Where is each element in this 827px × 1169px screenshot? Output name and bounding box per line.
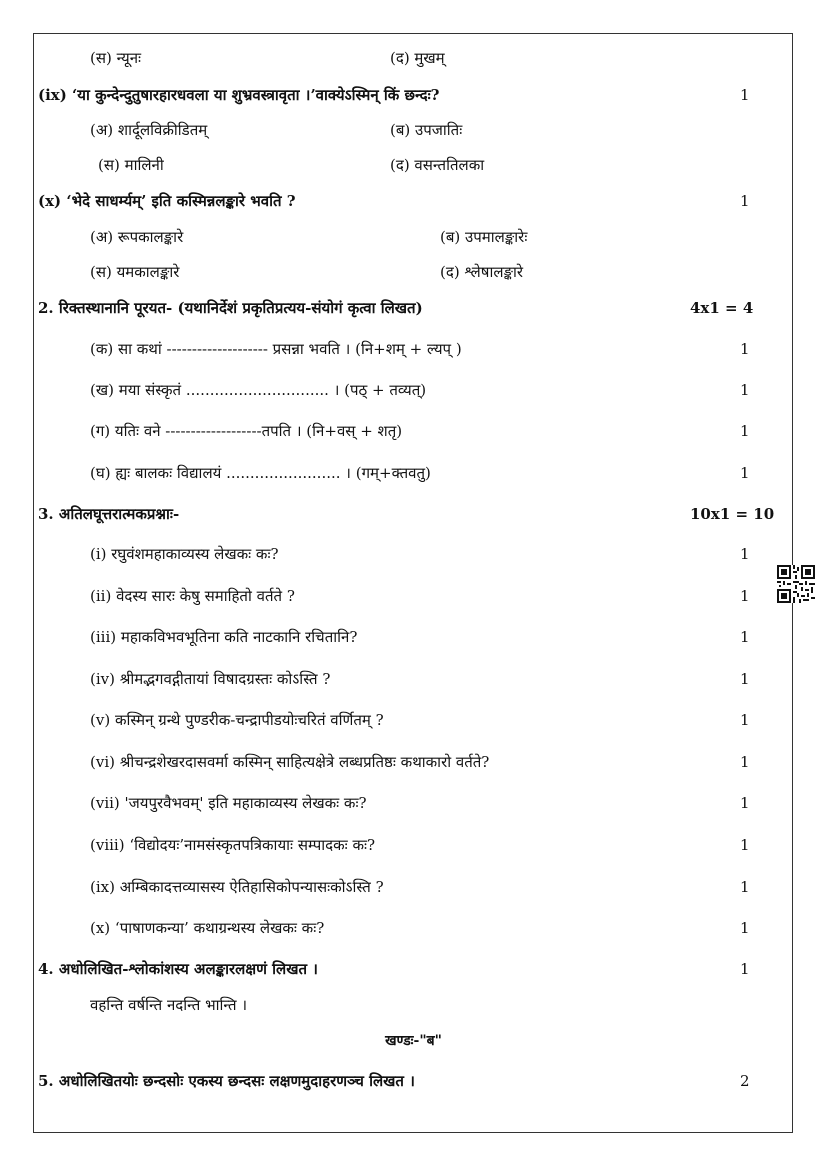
q3-marks: 10x1 = 10 xyxy=(690,505,775,523)
q3-item-marks: 1 xyxy=(740,711,750,729)
q3-item-marks: 1 xyxy=(740,587,750,605)
q3-item-marks: 1 xyxy=(740,919,750,937)
q1-ix-prev-option-d: (द) मुखम् xyxy=(390,49,445,67)
q3-item: (viii) ‘विद्योदयः’नामसंस्कृतपत्रिकायाः सम्पादकः कः? xyxy=(90,836,376,854)
section-heading: खण्डः-"ब" xyxy=(385,1033,442,1049)
q1-x-question: (x) ‘भेदे साधर्म्यम्’ इति कस्मिन्नलङ्कारे भवति ? xyxy=(38,192,296,210)
q3-item-marks: 1 xyxy=(740,545,750,563)
q1-ix-option-d: (द) वसन्ततिलका xyxy=(390,156,485,174)
q2-item-marks: 1 xyxy=(740,464,750,482)
q4-verse-line: वहन्ति वर्षन्ति नदन्ति भान्ति । xyxy=(90,996,248,1014)
q1-x-option-s: (स) यमकालङ्कारे xyxy=(90,263,180,281)
q3-item: (ix) अम्बिकादत्तव्यासस्य ऐतिहासिकोपन्यासःकोऽस्ति ? xyxy=(90,878,384,896)
q1-ix-option-a: (अ) शार्दूलविक्रीडितम् xyxy=(90,121,208,139)
q3-item: (ii) वेदस्य सारः केषु समाहितो वर्तते ? xyxy=(90,587,295,605)
q3-item: (vii) 'जयपुरवैभवम्' इति महाकाव्यस्य लेखकः कः? xyxy=(90,794,367,812)
q2-item: (क) सा कथां -------------------- प्रसन्ना भवति । (नि+शम् + ल्यप् ) xyxy=(90,340,462,358)
q3-item-marks: 1 xyxy=(740,670,750,688)
q2-item-marks: 1 xyxy=(740,340,750,358)
qr-code-icon xyxy=(777,565,815,603)
q3-item-marks: 1 xyxy=(740,753,750,771)
q3-item: (x) ‘पाषाणकन्या’ कथाग्रन्थस्य लेखकः कः? xyxy=(90,919,325,937)
q2-item-marks: 1 xyxy=(740,422,750,440)
q2-item-marks: 1 xyxy=(740,381,750,399)
q4-heading: 4. अधोलिखित-श्लोकांशस्य अलङ्कारलक्षणं लिखत । xyxy=(38,960,318,978)
q3-heading: 3. अतिलघूत्तरात्मकप्रश्नाः- xyxy=(38,505,180,523)
q3-item-marks: 1 xyxy=(740,628,750,646)
q1-x-marks: 1 xyxy=(740,192,750,210)
q3-item-marks: 1 xyxy=(740,878,750,896)
q1-ix-marks: 1 xyxy=(740,86,750,104)
q2-marks: 4x1 = 4 xyxy=(690,299,754,317)
q3-item: (i) रघुवंशमहाकाव्यस्य लेखकः कः? xyxy=(90,545,279,563)
q3-item: (v) कस्मिन् ग्रन्थे पुण्डरीक-चन्द्रापीडयोःचरितं वर्णितम् ? xyxy=(90,711,384,729)
q4-marks: 1 xyxy=(740,960,750,978)
q2-heading: 2. रिक्तस्थानानि पूरयत- (यथानिर्देशं प्रकृतिप्रत्यय-संयोगं कृत्वा लिखत) xyxy=(38,299,423,317)
q1-ix-question: (ix) ‘या कुन्देन्दुतुषारहारधवला या शुभ्रवस्त्रावृता ।’वाक्येऽस्मिन् किं छन्दः? xyxy=(38,86,440,104)
q3-item: (iii) महाकविभवभूतिना कति नाटकानि रचितानि? xyxy=(90,628,358,646)
q3-item: (iv) श्रीमद्भगवद्गीतायां विषादग्रस्तः कोऽस्ति ? xyxy=(90,670,331,688)
q2-item: (ग) यतिः वने -------------------तपति । (नि+वस् + शतृ) xyxy=(90,422,403,440)
q1-ix-option-s: (स) मालिनी xyxy=(98,156,164,174)
q1-x-option-d: (द) श्लेषालङ्कारे xyxy=(440,263,524,281)
q3-item-marks: 1 xyxy=(740,836,750,854)
q2-item: (घ) ह्यः बालकः विद्यालयं ........................ । (गम्+क्तवतु) xyxy=(90,464,431,482)
q3-item: (vi) श्रीचन्द्रशेखरदासवर्मा कस्मिन् साहित्यक्षेत्रे लब्धप्रतिष्ठः कथाकारो वर्तते? xyxy=(90,753,490,771)
q1-x-option-b: (ब) उपमालङ्कारेः xyxy=(440,228,528,246)
q5-heading: 5. अधोलिखितयोः छन्दसोः एकस्य छन्दसः लक्षणमुदाहरणञ्च लिखत । xyxy=(38,1072,415,1090)
q5-marks: 2 xyxy=(740,1072,750,1090)
q2-item: (ख) मया संस्कृतं .............................. । (पठ् + तव्यत्) xyxy=(90,381,427,399)
q1-ix-prev-option-s: (स) न्यूनः xyxy=(90,49,142,67)
q3-item-marks: 1 xyxy=(740,794,750,812)
q1-ix-option-b: (ब) उपजातिः xyxy=(390,121,463,139)
q1-x-option-a: (अ) रूपकालङ्कारे xyxy=(90,228,184,246)
